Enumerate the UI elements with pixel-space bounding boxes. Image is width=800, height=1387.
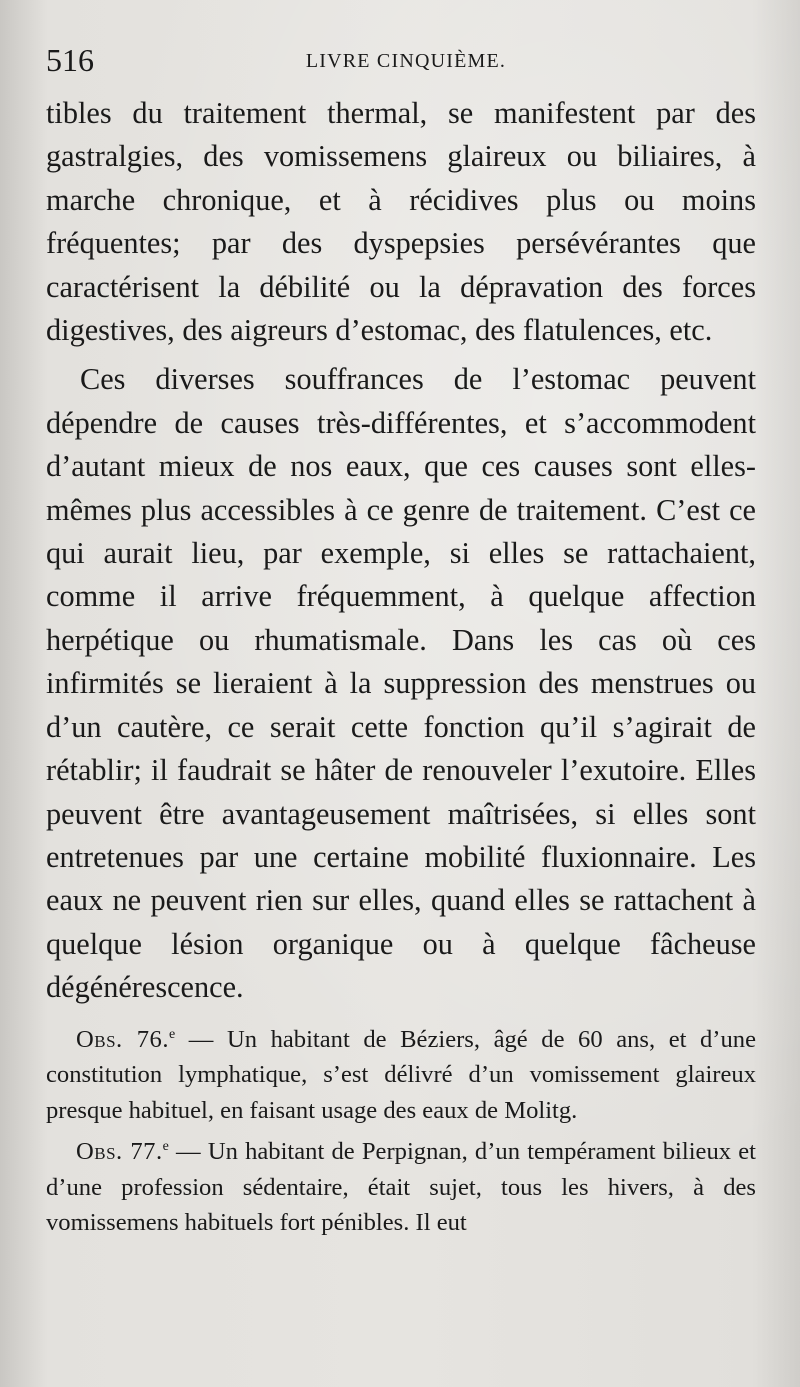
running-head: LIVRE CINQUIÈME.	[305, 50, 507, 72]
observation-76-text: — Un habitant de Béziers, âgé de 60 ans, et d’une constitution lymphatique, s’est délivré d’un vomissement glaireux presque habituel, en faisant usage des eaux de Molitg.	[46, 1025, 756, 1124]
observation-76	[46, 1022, 756, 1129]
observation-77	[46, 1134, 756, 1241]
observation-76-label: Obs. 76.	[76, 1025, 170, 1053]
paragraph-continuation: tibles du traitement thermal, se manifestent par des gastralgies, des vomissemens glaireux ou biliaires, à marche chronique, et à récidives plus ou moins fréquentes; par des dyspepsies persévérantes que caractérisent la débilité ou la dépravation des forces digestives, des aigreurs d’estomac, des flatulences, etc.	[46, 96, 756, 348]
page-number: 516	[46, 42, 94, 78]
observation-76-sup: e	[169, 1026, 176, 1042]
body-text	[46, 92, 756, 1241]
page-header	[46, 40, 766, 80]
observation-77-text: — Un habitant de Perpignan, d’un tempérament bilieux et d’une profession sédentaire, était sujet, tous les hivers, à des vomissemens habituels fort pénibles. Il eut	[46, 1138, 756, 1237]
observation-77-label: Obs. 77.	[76, 1138, 163, 1166]
paragraph-stomach-ailments: Ces diverses souffrances de l’estomac peuvent dépendre de causes très-différentes, et s’accommodent d’autant mieux de nos eaux, que ces causes sont elles-mêmes plus accessibles à ce genre de traitement. C’est ce qui aurait lieu, par exemple, si elles se rattachaient, comme il arrive fréquemment, à quelque affection herpétique ou rhumatismale. Dans les cas où ces infirmités se lieraient à la suppression des menstrues ou d’un cautère, ce serait cette fonction qu’il s’agirait de rétablir; il faudrait se hâter de renouveler l’exutoire. Elles peuvent être avantageusement maîtrisées, si elles sont entretenues par une certaine mobilité fluxionnaire. Les eaux ne peuvent rien sur elles, quand elles se rattachent à quelque lésion organique ou à quelque fâcheuse dégénérescence.	[46, 362, 756, 1005]
observation-77-sup: e	[162, 1138, 169, 1154]
